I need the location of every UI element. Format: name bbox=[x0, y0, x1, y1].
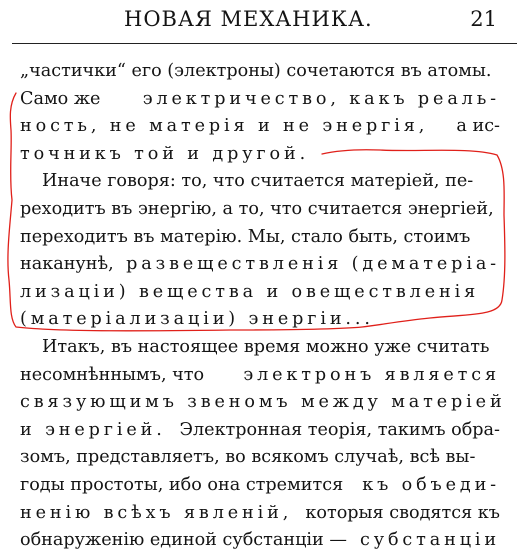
page-number: 21 bbox=[470, 7, 497, 31]
spaced-emphasis-text: электронъ является bbox=[243, 364, 500, 385]
spaced-emphasis-text: и энергіей. bbox=[20, 419, 166, 440]
text-line bbox=[20, 86, 500, 114]
spaced-emphasis-text: къ объеди- bbox=[362, 474, 500, 495]
text-line bbox=[20, 334, 500, 362]
text-segment: Иначе говоря: то, что считается матеріей, пе- bbox=[42, 171, 474, 192]
text-line bbox=[20, 472, 500, 500]
text-line bbox=[20, 224, 500, 252]
spaced-emphasis-text: субстанціи bbox=[360, 530, 500, 551]
text-line bbox=[20, 113, 500, 141]
spaced-emphasis-text: ность, не матерія и не энергія, bbox=[20, 116, 429, 137]
text-line bbox=[20, 141, 500, 169]
text-line bbox=[20, 500, 500, 528]
spaced-emphasis-text: ненію всѣхъ явленій, bbox=[20, 502, 293, 523]
page-header bbox=[12, 3, 517, 44]
text-segment: Электронная теорія, такимъ обра- bbox=[173, 419, 500, 440]
text-segment: Само же bbox=[20, 88, 107, 109]
text-segment: которыя сводятся къ bbox=[299, 502, 500, 523]
text-line bbox=[20, 279, 500, 307]
text-segment: годы простоты, ибо она стремится bbox=[20, 474, 349, 495]
text-line bbox=[20, 527, 500, 555]
body-text bbox=[20, 58, 506, 555]
spaced-emphasis-text: лизаціи) вещества и овеществленія bbox=[20, 281, 480, 302]
text-line bbox=[20, 389, 506, 417]
text-segment: реходитъ въ энергію, а то, что считается энергіей, bbox=[20, 198, 494, 219]
text-line bbox=[20, 196, 500, 224]
text-segment: обнаруженію единой субстанціи — bbox=[20, 530, 353, 551]
spaced-emphasis-text: точникъ той и другой. bbox=[20, 143, 310, 164]
text-segment: несомнѣннымъ, что bbox=[20, 364, 210, 385]
spaced-emphasis-text: развеществленія (дематеріа- bbox=[126, 254, 500, 275]
text-line bbox=[20, 58, 500, 86]
text-segment: Итакъ, въ настоящее время можно уже считать bbox=[42, 336, 490, 357]
text-line bbox=[20, 306, 500, 334]
spaced-emphasis-text: (матеріализаціи) энергіи... bbox=[20, 309, 374, 330]
text-segment: наканунѣ, bbox=[20, 254, 120, 275]
text-segment: а ис- bbox=[450, 116, 500, 137]
spaced-emphasis-text: электричество, какъ реаль- bbox=[142, 88, 500, 109]
text-line bbox=[20, 168, 500, 196]
text-line bbox=[20, 251, 500, 279]
text-segment: „частички“ его (электроны) сочетаются въ атомы. bbox=[20, 61, 492, 81]
text-line bbox=[20, 417, 500, 445]
spaced-emphasis-text: связующимъ звеномъ между матеріей bbox=[20, 392, 506, 413]
text-line bbox=[20, 444, 500, 472]
running-title: НОВАЯ МЕХАНИКА. bbox=[124, 7, 373, 31]
text-segment: переходитъ въ матерію. Мы, стало быть, стоимъ bbox=[20, 226, 471, 247]
text-line bbox=[20, 362, 500, 390]
text-segment: зомъ, представляетъ, во всякомъ случаѣ, всѣ вы- bbox=[20, 447, 476, 468]
